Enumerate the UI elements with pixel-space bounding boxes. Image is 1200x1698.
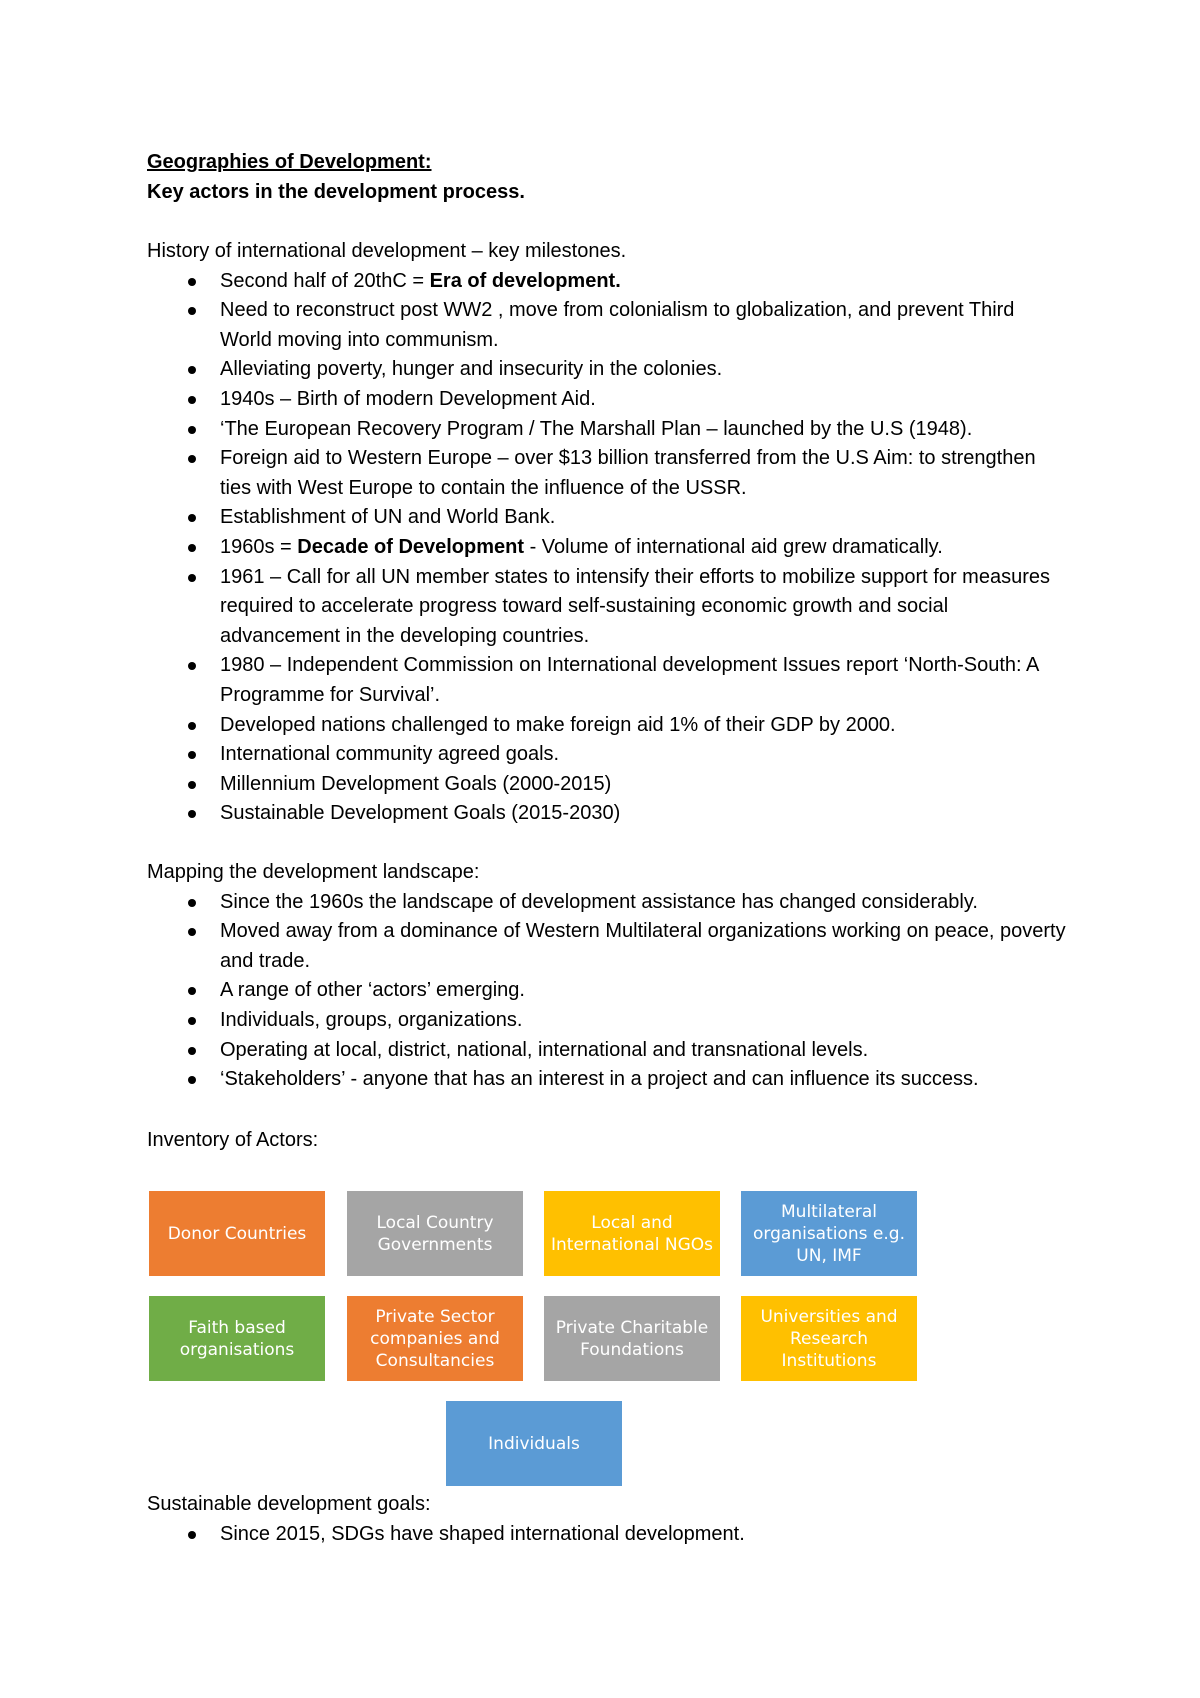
mapping-heading: Mapping the development landscape: xyxy=(147,861,480,883)
mapping-section xyxy=(147,858,1067,1095)
list-item: 1961 – Call for all UN member states to intensify their efforts to mobilize support for measures required to accelerate progress toward self-sustaining economic growth and social advancement in the developing countries. xyxy=(147,563,1067,652)
list-item: A range of other ‘actors’ emerging. xyxy=(147,976,1067,1006)
list-item: Millennium Development Goals (2000-2015) xyxy=(147,770,1067,800)
sdg-heading: Sustainable development goals: xyxy=(147,1493,431,1515)
list-item: ‘Stakeholders’ - anyone that has an interest in a project and can influence its success. xyxy=(147,1065,1067,1095)
actor-box-ngos: Local and International NGOs xyxy=(544,1191,720,1276)
mapping-list xyxy=(147,888,1067,1095)
bullet-emphasis: Decade of Development xyxy=(297,535,525,558)
history-section xyxy=(147,237,1067,829)
list-item: Moved away from a dominance of Western Multilateral organizations working on peace, poverty and trade. xyxy=(147,917,1067,976)
actor-box-faith-based: Faith based organisations xyxy=(149,1296,325,1381)
list-item xyxy=(147,267,1067,297)
list-item: Foreign aid to Western Europe – over $13 billion transferred from the U.S Aim: to strengthen ties with West Europe to contain the influence of the USSR. xyxy=(147,444,1067,503)
bullet-text: 1960s = xyxy=(220,535,298,558)
list-item: Individuals, groups, organizations. xyxy=(147,1006,1067,1036)
actor-box-local-governments: Local Country Governments xyxy=(347,1191,523,1276)
sdg-section xyxy=(147,1490,1067,1549)
list-item: Sustainable Development Goals (2015-2030) xyxy=(147,799,1067,829)
actor-box-donor-countries: Donor Countries xyxy=(149,1191,325,1276)
list-item: 1980 – Independent Commission on International development Issues report ‘North-South: A Programme for Survival’. xyxy=(147,651,1067,710)
title-block xyxy=(147,148,1067,207)
list-item: Establishment of UN and World Bank. xyxy=(147,503,1067,533)
inventory-heading: Inventory of Actors: xyxy=(147,1129,319,1151)
inventory-section xyxy=(147,1126,1067,1156)
list-item: Need to reconstruct post WW2 , move from colonialism to globalization, and prevent Third World moving into communism. xyxy=(147,296,1067,355)
list-item: Operating at local, district, national, international and transnational levels. xyxy=(147,1036,1067,1066)
history-heading: History of international development – key milestones. xyxy=(147,240,627,262)
list-item: Developed nations challenged to make foreign aid 1% of their GDP by 2000. xyxy=(147,711,1067,741)
actor-box-private-sector: Private Sector companies and Consultancies xyxy=(347,1296,523,1381)
actor-box-universities: Universities and Research Institutions xyxy=(741,1296,917,1381)
list-item: Since the 1960s the landscape of development assistance has changed considerably. xyxy=(147,888,1067,918)
document-title: Geographies of Development: xyxy=(147,151,432,173)
bullet-text: Second half of 20thC = xyxy=(220,269,430,292)
sdg-list xyxy=(147,1520,1067,1550)
history-list xyxy=(147,267,1067,829)
actor-box-charitable-foundations: Private Charitable Foundations xyxy=(544,1296,720,1381)
bullet-text: - Volume of international aid grew dramatically. xyxy=(524,535,943,558)
bullet-emphasis: Era of development. xyxy=(429,269,621,292)
list-item: ‘The European Recovery Program / The Marshall Plan – launched by the U.S (1948). xyxy=(147,415,1067,445)
list-item xyxy=(147,533,1067,563)
list-item: Alleviating poverty, hunger and insecurity in the colonies. xyxy=(147,355,1067,385)
list-item: 1940s – Birth of modern Development Aid. xyxy=(147,385,1067,415)
list-item: Since 2015, SDGs have shaped international development. xyxy=(147,1520,1067,1550)
document-subtitle: Key actors in the development process. xyxy=(147,180,525,203)
list-item: International community agreed goals. xyxy=(147,740,1067,770)
actor-box-multilateral: Multilateral organisations e.g. UN, IMF xyxy=(741,1191,917,1276)
actor-box-individuals: Individuals xyxy=(446,1401,622,1486)
